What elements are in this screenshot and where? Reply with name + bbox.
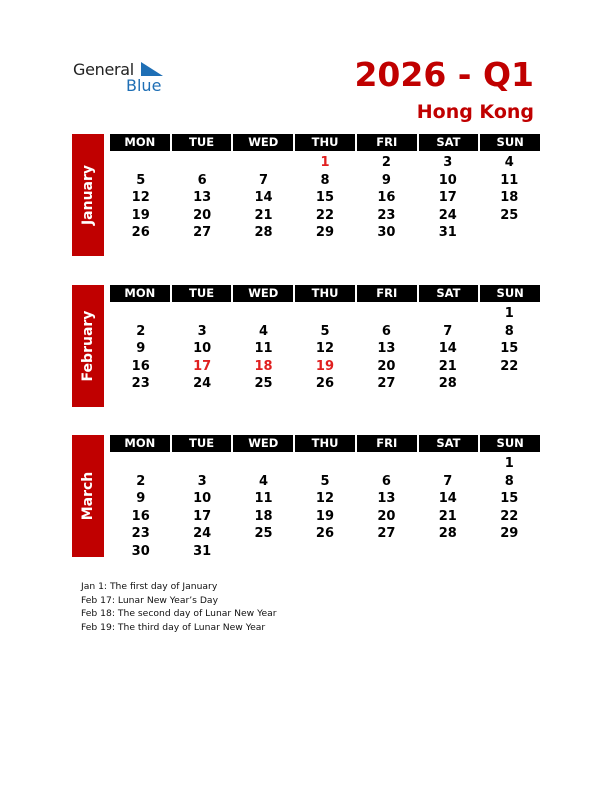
day-cell: 11 [254,491,273,506]
day-cell: 30 [377,225,396,240]
day-cell: 18 [500,190,519,205]
day-cell: 15 [315,190,335,205]
day-cell: 19 [315,508,335,524]
day-cell: 5 [320,473,330,489]
week-row [110,525,540,543]
empty-day-cell [479,224,540,242]
empty-day-cell [110,154,171,172]
weekday-header: TUE [172,435,232,452]
day-cell: 6 [381,323,391,339]
day-cell: 15 [500,341,519,356]
holiday-note: Jan 1: The first day of January [81,581,218,592]
week-row [110,189,540,207]
weekday-header: WED [233,285,293,302]
day-cell: 23 [131,526,150,541]
day-cell: 13 [377,491,396,506]
day-grid [110,305,540,393]
day-cell: 29 [500,526,519,541]
day-cell: 10 [438,172,457,188]
day-cell: 11 [500,172,519,188]
weekday-header: MON [110,134,170,151]
week-row [110,358,540,376]
week-row [110,473,540,491]
week-row [110,455,540,473]
weekday-header: THU [295,285,355,302]
holiday-note: Feb 19: The third day of Lunar New Year [81,621,266,633]
month-march [72,435,540,557]
week-row [110,224,540,242]
empty-day-cell [171,305,232,323]
holiday-day-cell: 18 [254,358,273,374]
empty-day-cell [171,154,232,172]
day-cell: 6 [197,172,207,188]
day-cell: 23 [131,376,150,391]
week-row [110,323,540,341]
empty-day-cell [233,305,294,323]
empty-day-cell [294,455,355,473]
weekday-header: MON [110,435,170,452]
day-cell: 2 [136,473,146,489]
holiday-note: Feb 17: Lunar New Year’s Day [81,594,219,606]
weekday-header: SAT [419,435,479,452]
triangle-mark-icon [141,62,163,78]
day-cell: 8 [504,323,514,339]
day-cell: 26 [315,526,335,541]
day-cell: 12 [131,190,150,205]
weekday-header: THU [295,435,355,452]
weekday-header: FRI [357,134,417,151]
month-february [72,285,540,407]
empty-day-cell [110,305,171,323]
holiday-note: Feb 18: The second day of Lunar New Year [81,608,277,619]
day-cell: 4 [259,323,269,339]
day-cell: 22 [500,508,519,524]
week-row [110,207,540,225]
day-cell: 2 [381,155,391,170]
day-cell: 22 [500,358,519,374]
week-row [110,340,540,358]
day-cell: 24 [193,526,212,541]
day-cell: 17 [193,508,212,524]
weekday-header: WED [233,134,293,151]
day-cell: 25 [254,526,273,541]
day-cell: 9 [381,172,391,188]
week-row [110,375,540,393]
day-cell: 12 [315,491,335,506]
weekday-header: FRI [357,285,417,302]
day-cell: 13 [377,341,396,356]
month-name: January [80,164,96,226]
day-grid [110,154,540,242]
day-cell: 7 [443,473,453,489]
day-cell: 1 [504,456,514,471]
day-grid [110,455,540,560]
day-cell: 9 [136,491,146,506]
day-cell: 21 [438,508,457,524]
holiday-day-cell: 1 [320,155,330,170]
day-cell: 20 [377,508,396,524]
empty-day-cell [479,375,540,393]
weekday-header: TUE [172,285,232,302]
empty-day-cell [171,455,232,473]
day-cell: 14 [254,190,273,205]
day-cell: 31 [438,225,457,240]
week-row [110,508,540,526]
day-cell: 27 [377,526,396,541]
empty-day-cell [233,543,294,561]
day-cell: 3 [197,473,207,489]
day-cell: 8 [504,473,514,489]
day-cell: 30 [131,543,150,559]
day-cell: 5 [320,323,330,339]
country-name: Hong Kong [416,101,534,123]
weekday-header-row [110,134,540,151]
day-cell: 25 [500,207,519,223]
month-name: February [80,310,96,382]
day-cell: 31 [193,543,212,559]
empty-day-cell [294,305,355,323]
day-cell: 6 [381,473,391,489]
weekday-header: THU [295,134,355,151]
day-cell: 21 [438,358,457,374]
weekday-header: MON [110,285,170,302]
logo-text-blue: Blue [126,76,162,95]
month-tab [72,134,104,256]
empty-day-cell [479,543,540,561]
day-cell: 10 [193,491,212,506]
day-cell: 7 [443,323,453,339]
day-cell: 16 [131,358,150,374]
day-cell: 28 [438,376,457,391]
month-january [72,134,540,256]
day-cell: 17 [438,190,457,205]
empty-day-cell [110,455,171,473]
weekday-header: SAT [419,134,479,151]
weekday-header: SUN [480,435,540,452]
holiday-day-cell: 17 [193,358,212,374]
day-cell: 24 [438,207,457,223]
day-cell: 11 [254,341,273,356]
day-cell: 23 [377,207,396,223]
day-cell: 29 [315,225,335,240]
week-row [110,305,540,323]
day-cell: 5 [136,172,146,188]
week-row [110,172,540,190]
week-row [110,490,540,508]
empty-day-cell [417,543,478,561]
day-cell: 16 [377,190,396,205]
weekday-header: FRI [357,435,417,452]
day-cell: 1 [504,306,514,321]
empty-day-cell [233,154,294,172]
empty-day-cell [356,305,417,323]
day-cell: 21 [254,207,273,223]
weekday-header: SUN [480,134,540,151]
weekday-header: SAT [419,285,479,302]
day-cell: 20 [377,358,396,374]
day-cell: 25 [254,376,273,391]
day-cell: 7 [259,172,269,188]
day-cell: 28 [438,526,457,541]
day-cell: 26 [315,376,335,391]
empty-day-cell [294,543,355,561]
logo-text-general: General [73,60,134,79]
day-cell: 27 [193,225,212,240]
day-cell: 12 [315,341,335,356]
empty-day-cell [417,305,478,323]
day-cell: 27 [377,376,396,391]
day-cell: 2 [136,323,146,339]
day-cell: 26 [131,225,150,240]
holiday-day-cell: 19 [315,358,335,374]
day-cell: 20 [193,207,212,223]
weekday-header: TUE [172,134,232,151]
day-cell: 8 [320,172,330,188]
holiday-notes [81,580,277,634]
empty-day-cell [233,455,294,473]
month-tab [72,285,104,407]
day-cell: 22 [315,207,335,223]
day-cell: 3 [443,155,453,170]
day-cell: 14 [438,491,457,506]
day-cell: 13 [193,190,212,205]
month-tab [72,435,104,557]
day-cell: 4 [504,155,514,170]
day-cell: 10 [193,341,212,356]
day-cell: 16 [131,508,150,524]
day-cell: 14 [438,341,457,356]
empty-day-cell [417,455,478,473]
weekday-header: SUN [480,285,540,302]
day-cell: 15 [500,491,519,506]
day-cell: 4 [259,473,269,489]
week-row [110,543,540,561]
day-cell: 19 [131,207,150,223]
day-cell: 24 [193,376,212,391]
month-name: March [80,471,96,521]
day-cell: 18 [254,508,273,524]
logo [73,60,173,96]
weekday-header: WED [233,435,293,452]
day-cell: 3 [197,323,207,339]
page-title: 2026 - Q1 [354,55,534,94]
day-cell: 9 [136,341,146,356]
empty-day-cell [356,455,417,473]
day-cell: 28 [254,225,273,240]
weekday-header-row [110,435,540,452]
week-row [110,154,540,172]
empty-day-cell [356,543,417,561]
weekday-header-row [110,285,540,302]
